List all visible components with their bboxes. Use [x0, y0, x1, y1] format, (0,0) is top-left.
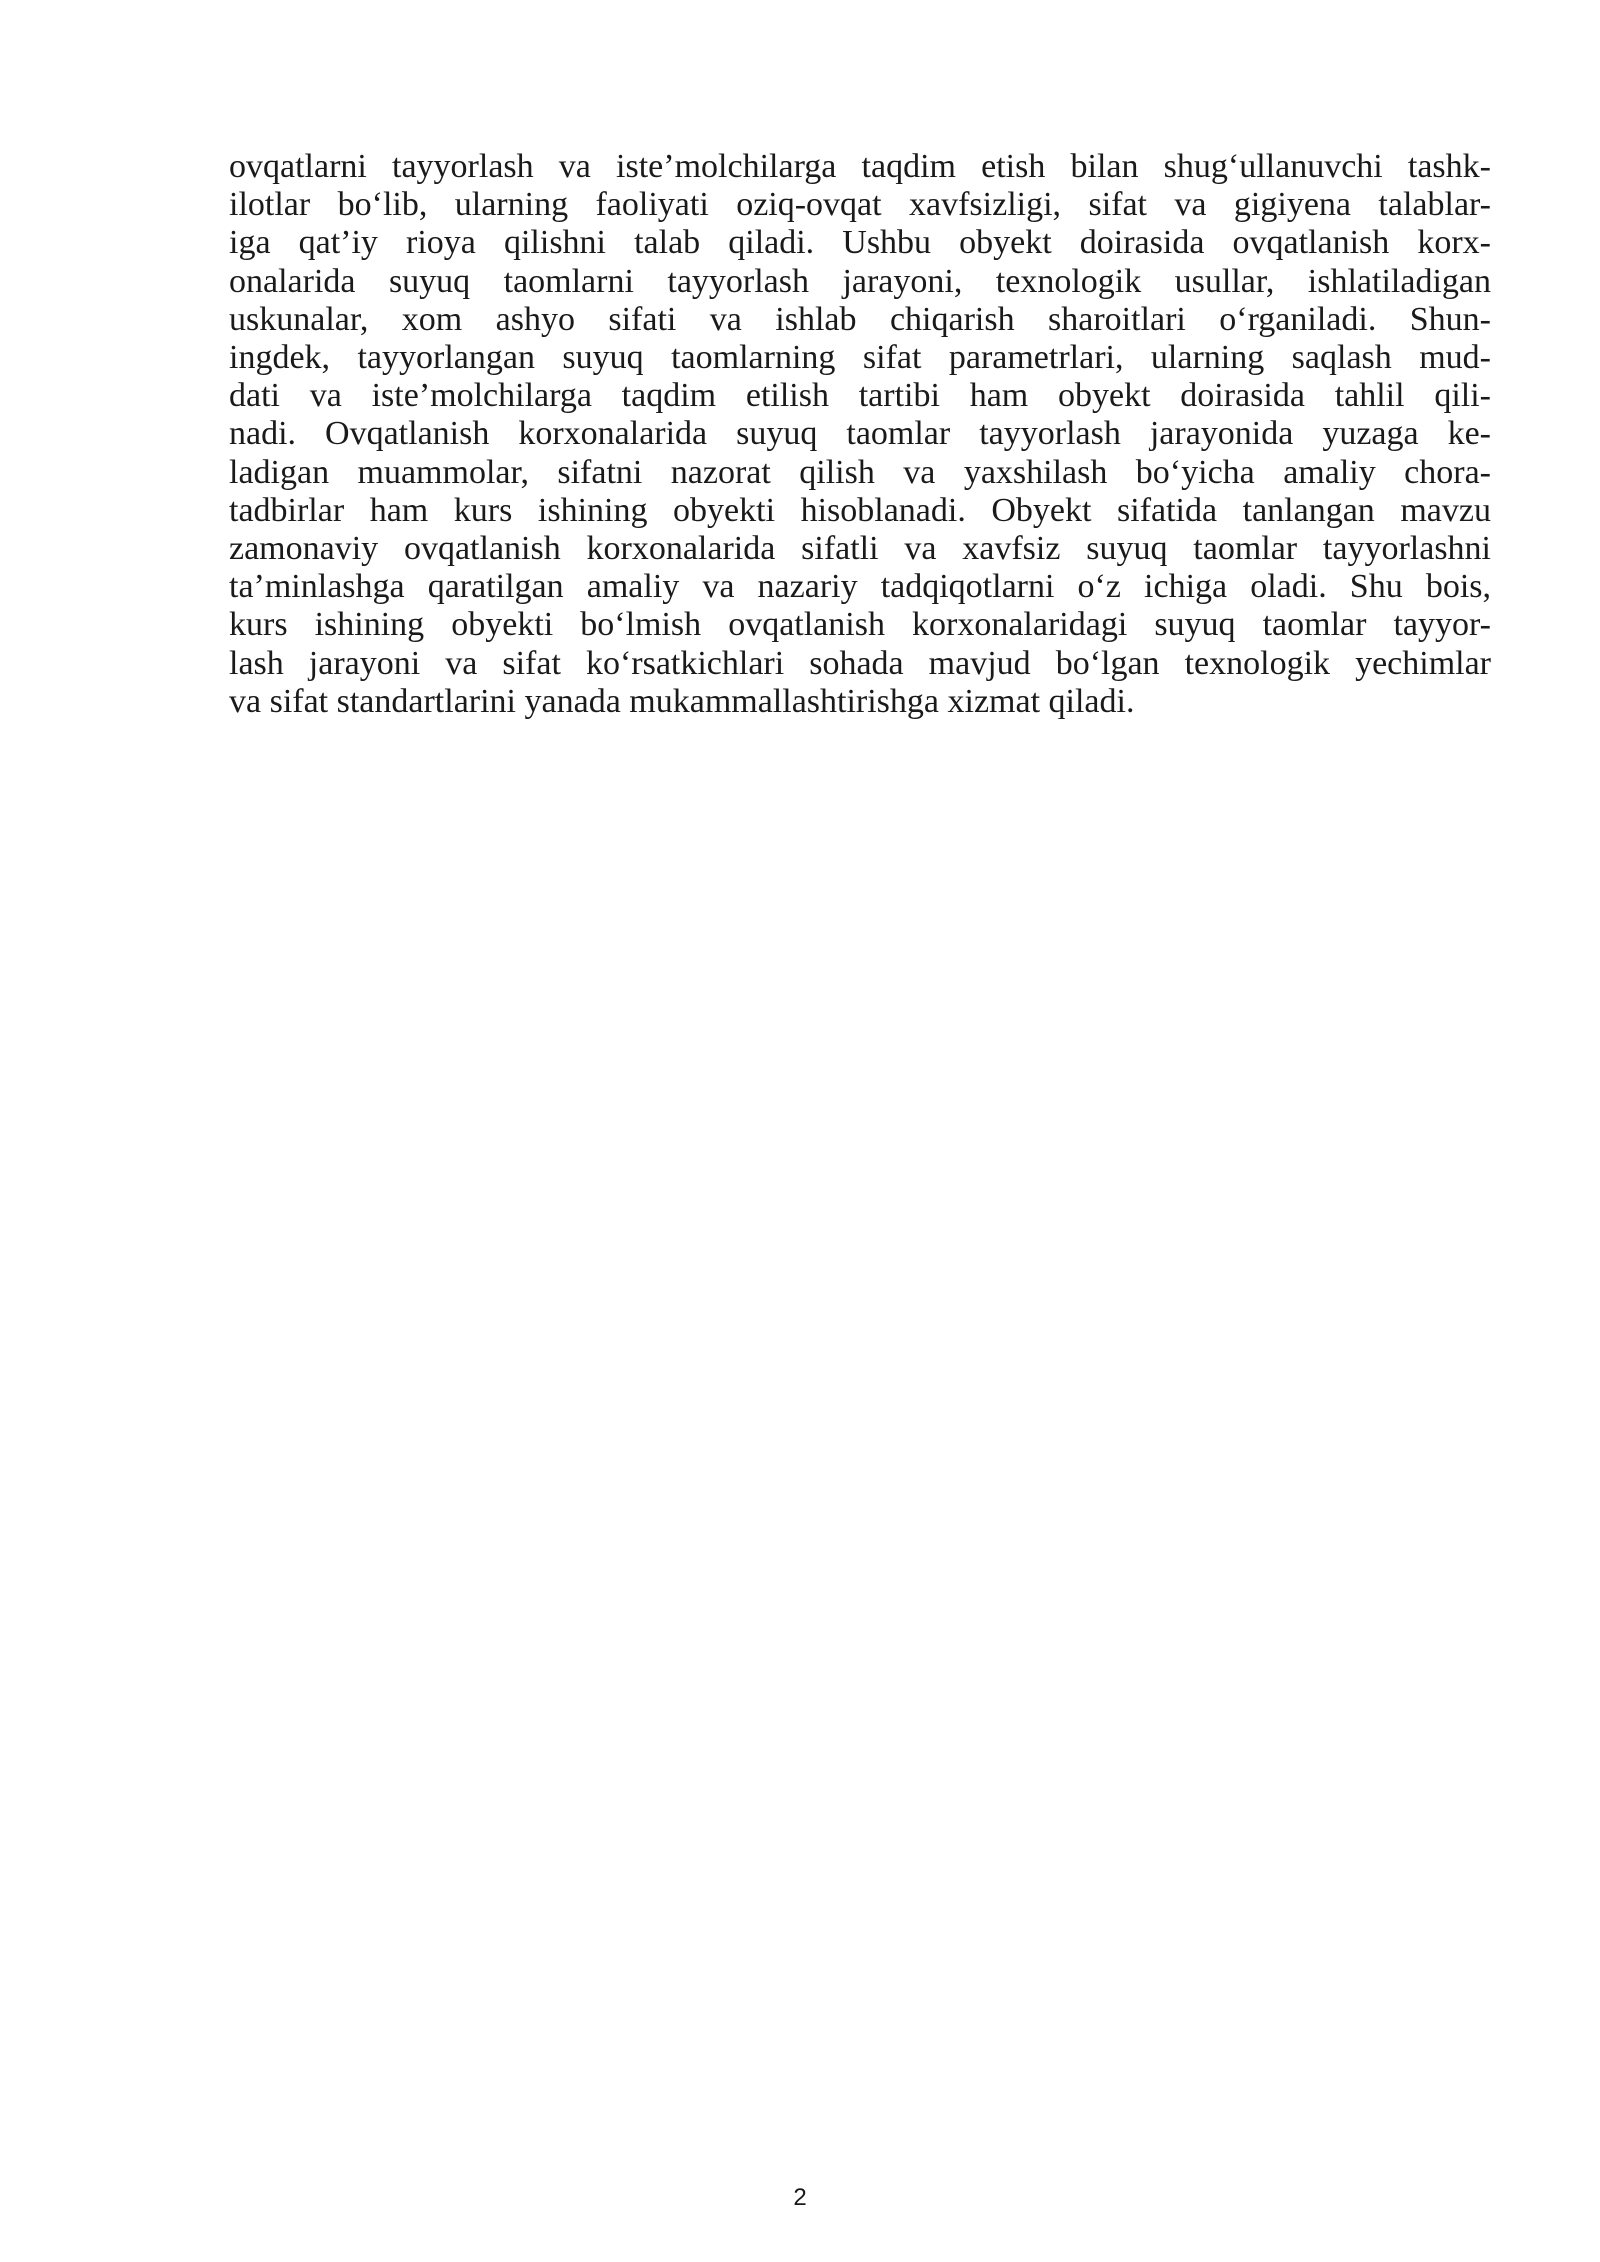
page-number: 2 — [793, 2184, 807, 2211]
paragraph-line: dati va iste’molchilarga taqdim etilish tartibi ham obyekt doirasida tahlil qili- — [229, 377, 1491, 415]
paragraph-line: iga qat’iy rioya qilishni talab qiladi. Ushbu obyekt doirasida ovqatlanish korx- — [229, 224, 1491, 262]
paragraph-line: onalarida suyuq taomlarni tayyorlash jarayoni, texnologik usullar, ishlatiladigan — [229, 262, 1491, 300]
paragraph-line: zamonaviy ovqatlanish korxonalarida sifatli va xavfsiz suyuq taomlar tayyorlashni — [229, 530, 1491, 568]
paragraph-line: va sifat standartlarini yanada mukammallashtirishga xizmat qiladi. — [229, 682, 1135, 720]
paragraph-line: kurs ishining obyekti bo‘lmish ovqatlanish korxonalaridagi suyuq taomlar tayyor- — [229, 606, 1491, 644]
paragraph-line: ladigan muammolar, sifatni nazorat qilish va yaxshilash bo‘yicha amaliy chora- — [229, 453, 1491, 491]
paragraph-line: ta’minlashga qaratilgan amaliy va nazariy tadqiqotlarni o‘z ichiga oladi. Shu bois, — [229, 568, 1491, 606]
paragraph-line: ingdek, tayyorlangan suyuq taomlarning sifat parametrlari, ularning saqlash mud- — [229, 339, 1491, 377]
paragraph-line: tadbirlar ham kurs ishining obyekti hisoblanadi. Obyekt sifatida tanlangan mavzu — [229, 491, 1491, 529]
paragraph-line: lash jarayoni va sifat ko‘rsatkichlari sohada mavjud bo‘lgan texnologik yechimlar — [229, 644, 1491, 682]
paragraph-line: ilotlar bo‘lib, ularning faoliyati oziq-ovqat xavfsizligi, sifat va gigiyena talablar- — [229, 186, 1491, 224]
paragraph-line: uskunalar, xom ashyo sifati va ishlab chiqarish sharoitlari o‘rganiladi. Shun- — [229, 300, 1491, 338]
paragraph-line: nadi. Ovqatlanish korxonalarida suyuq taomlar tayyorlash jarayonida yuzaga ke- — [229, 415, 1491, 453]
paragraph-line: ovqatlarni tayyorlash va iste’molchilarga taqdim etish bilan shug‘ullanuvchi tashk- — [229, 148, 1491, 185]
body-paragraph — [229, 148, 1491, 721]
